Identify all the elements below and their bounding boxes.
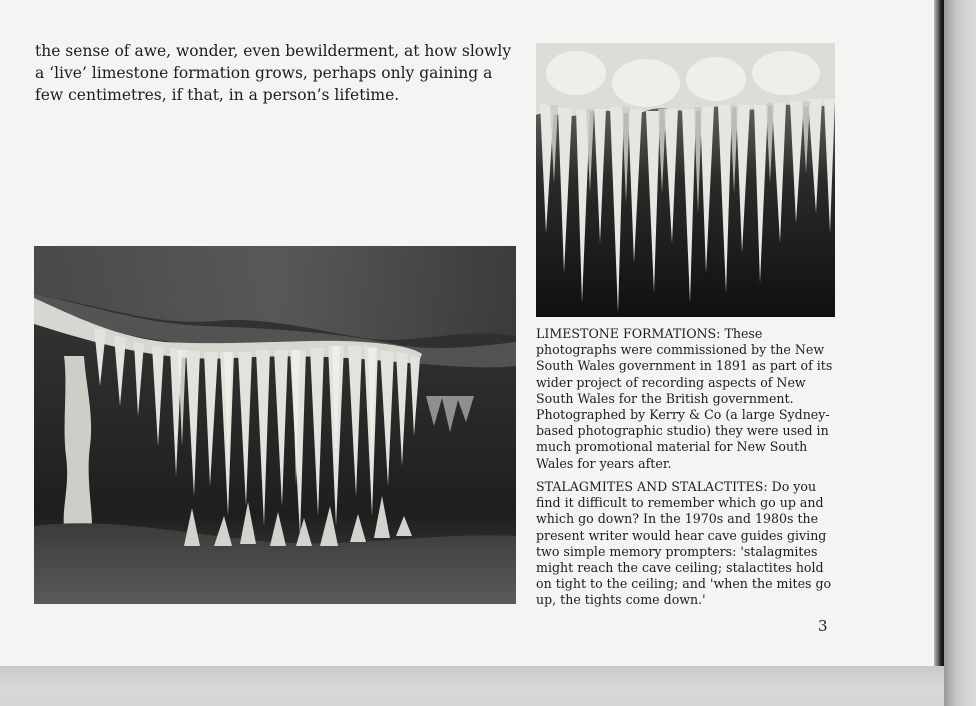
page-edge-shadow bbox=[934, 0, 944, 670]
cave-photo-stalactite-curtain bbox=[34, 246, 516, 604]
page-number: 3 bbox=[818, 617, 828, 635]
cave-photo-stalactite-cluster bbox=[536, 43, 835, 317]
caption-lead: LIMESTONE FORMATIONS: bbox=[536, 326, 721, 341]
caption-stalagmites-stalactites bbox=[536, 479, 836, 609]
caption-body: Do you find it difficult to remember which go up and which go down? In the 1970s and 1980s the present writer would hear cave guides giving two simple memory prompters: 'stalagmites might reach the cave ceiling; stalactites hold on tight to the ceiling; and 'when the mites go up, the tights come down.' bbox=[536, 479, 832, 608]
caption-body: These photographs were commissioned by the New South Wales government in 1891 as part of its wider project of recording aspects of New South Wales for the British government. Photographed by Kerry & Co (a large Sydney-based photographic studio) they were used in much promotional material for New South Wales for years after. bbox=[536, 326, 833, 471]
book-spine-edge bbox=[944, 0, 976, 706]
intro-paragraph: the sense of awe, wonder, even bewilderment, at how slowly a ‘live’ limestone formation grows, perhaps only gaining a few centimetres, if that, in a person’s lifetime. bbox=[35, 42, 512, 104]
caption-limestone-formations bbox=[536, 326, 836, 472]
caption-lead: STALAGMITES AND STALACTITES: bbox=[536, 479, 768, 494]
page-bottom-shadow bbox=[0, 666, 944, 706]
